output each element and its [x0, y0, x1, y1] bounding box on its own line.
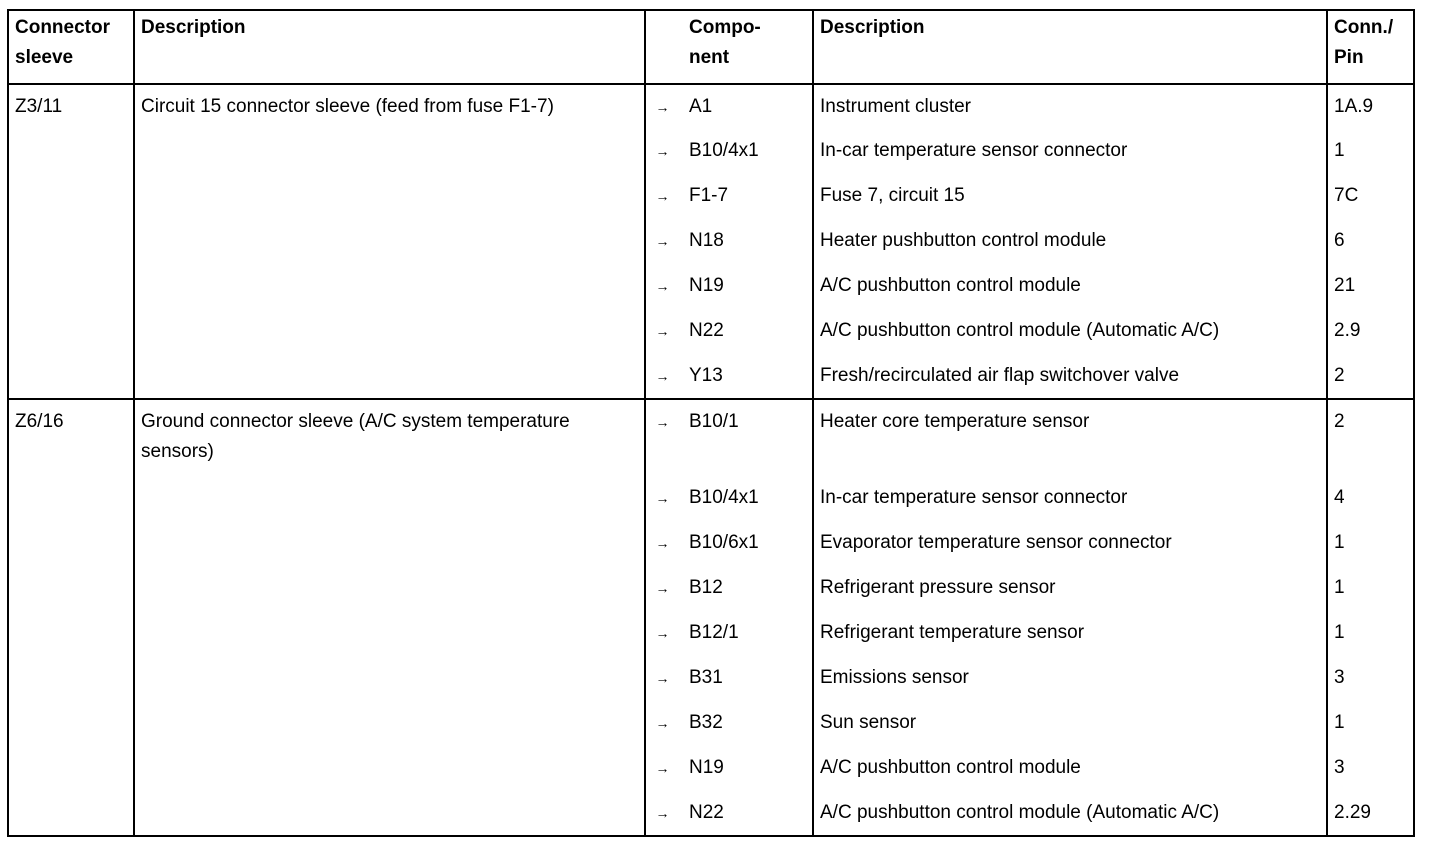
arrow-icon: → [655, 670, 670, 686]
connector-sleeve-id: Z6/16 [8, 399, 134, 836]
conn-pin: 1 [1327, 521, 1414, 566]
component-code: B12 [689, 577, 723, 598]
component-code: N22 [679, 791, 813, 836]
arrow-icon: → [655, 490, 670, 506]
arrow-icon: → [655, 760, 670, 776]
conn-pin: 21 [1327, 264, 1414, 309]
arrow-icon: → [655, 233, 670, 249]
conn-pin: 3 [1327, 656, 1414, 701]
component-code: N22 [689, 320, 724, 341]
conn-pin: 4 [1327, 476, 1414, 521]
connector-sleeve-description: Ground connector sleeve (A/C system temperature sensors) [134, 399, 645, 836]
component-description: Refrigerant pressure sensor [813, 566, 1327, 611]
component-code: B10/6x1 [689, 532, 759, 553]
component-description: A/C pushbutton control module [813, 746, 1327, 791]
conn-pin: 3 [1327, 746, 1414, 791]
arrow-icon: → [655, 535, 670, 551]
component-code: A1 [689, 96, 713, 117]
component-code: B10/1 [679, 399, 813, 476]
component-description: Refrigerant temperature sensor [813, 611, 1327, 656]
component-description: A/C pushbutton control module [813, 264, 1327, 309]
component-description: Heater pushbutton control module [813, 219, 1327, 264]
component-code: B12/1 [689, 622, 739, 643]
conn-pin: 2 [1327, 354, 1414, 399]
arrow-icon: → [645, 791, 679, 836]
component-description: In-car temperature sensor connector [813, 129, 1327, 174]
table-row [8, 84, 1414, 129]
header-conn-pin: Conn./ Pin [1327, 10, 1414, 84]
arrow-icon: → [655, 99, 670, 115]
component-description: Emissions sensor [813, 656, 1327, 701]
component-description: Sun sensor [813, 701, 1327, 746]
component-code: N19 [689, 275, 724, 296]
conn-pin: 2.9 [1327, 309, 1414, 354]
conn-pin: 1 [1327, 611, 1414, 656]
component-description: Fuse 7, circuit 15 [813, 174, 1327, 219]
arrow-icon: → [655, 278, 670, 294]
component-description: In-car temperature sensor connector [813, 476, 1327, 521]
connector-sleeve-table [7, 9, 1415, 837]
connector-sleeve-id: Z3/11 [8, 84, 134, 399]
component-description: Instrument cluster [813, 84, 1327, 129]
connector-sleeve-description: Circuit 15 connector sleeve (feed from fuse F1-7) [134, 84, 645, 399]
arrow-icon: → [655, 188, 670, 204]
component-description: Fresh/recirculated air flap switchover valve [813, 354, 1327, 399]
header-component: Compo- nent [679, 10, 813, 84]
component-code: Y13 [679, 354, 813, 399]
conn-pin: 1 [1327, 701, 1414, 746]
conn-pin: 7C [1327, 174, 1414, 219]
component-code: B10/4x1 [689, 140, 759, 161]
arrow-icon: → [655, 580, 670, 596]
header-connector-sleeve: Connector sleeve [8, 10, 134, 84]
component-code: F1-7 [689, 185, 729, 206]
header-description: Description [134, 10, 645, 84]
table-body [8, 84, 1414, 836]
component-code: B10/4x1 [689, 487, 759, 508]
component-code: N18 [689, 230, 724, 251]
arrow-icon: → [655, 715, 670, 731]
component-code: B32 [689, 712, 723, 733]
table-header-row [8, 10, 1414, 84]
component-description: A/C pushbutton control module (Automatic A/C) [813, 309, 1327, 354]
arrow-icon: → [655, 625, 670, 641]
conn-pin: 2 [1327, 399, 1414, 476]
arrow-icon: → [655, 323, 670, 339]
header-component-description: Description [813, 10, 1327, 84]
component-description: A/C pushbutton control module (Automatic A/C) [813, 791, 1327, 836]
component-code: N19 [689, 757, 724, 778]
conn-pin: 1A.9 [1327, 84, 1414, 129]
conn-pin: 1 [1327, 566, 1414, 611]
header-arrow-spacer [645, 10, 679, 84]
conn-pin: 6 [1327, 219, 1414, 264]
conn-pin: 1 [1327, 129, 1414, 174]
conn-pin: 2.29 [1327, 791, 1414, 836]
arrow-icon: → [645, 399, 679, 476]
arrow-icon: → [655, 143, 670, 159]
table-row [8, 399, 1414, 476]
component-code: B31 [689, 667, 723, 688]
component-description: Heater core temperature sensor [813, 399, 1327, 476]
component-description: Evaporator temperature sensor connector [813, 521, 1327, 566]
arrow-icon: → [645, 354, 679, 399]
